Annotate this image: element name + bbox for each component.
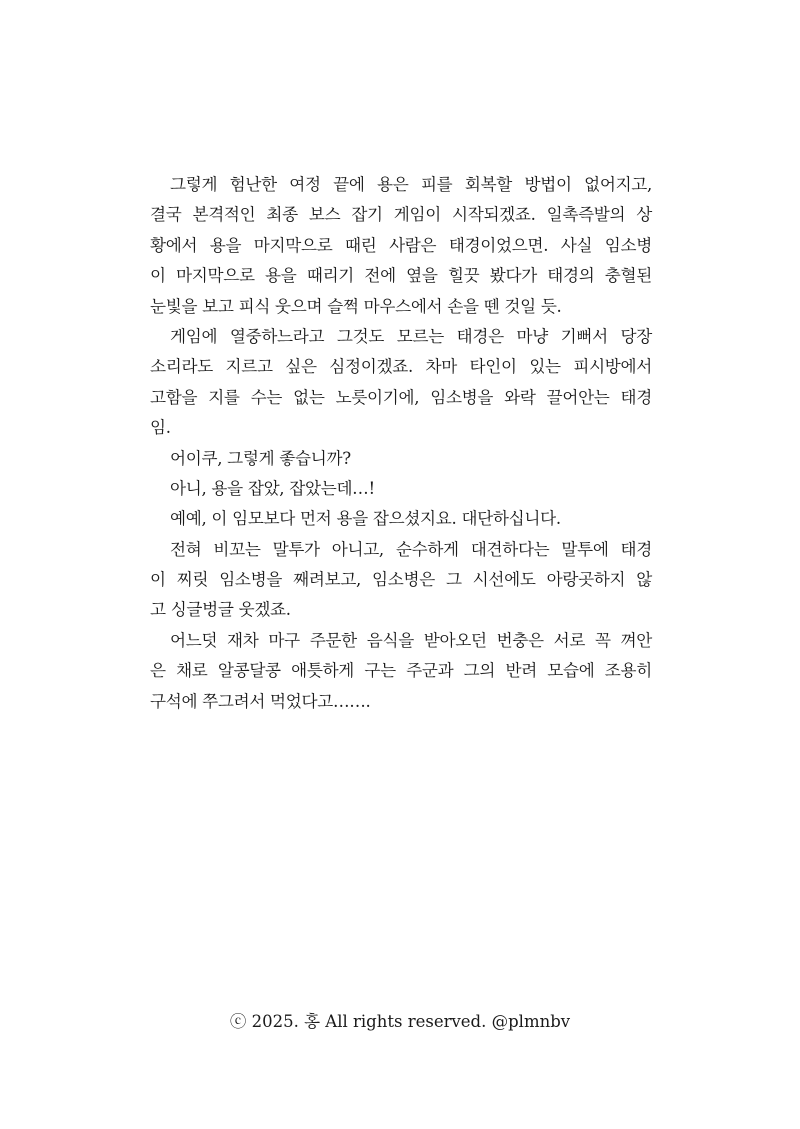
text-line: 예예, 이 임모보다 먼저 용을 잡으셨지요. 대단하십니다. (170, 509, 561, 529)
text-line: 황에서 용을 마지막으로 때린 사람은 태경이었으면. 사실 임소병 (150, 235, 652, 255)
paragraph (150, 322, 652, 444)
text-line: 어느덧 재차 마구 주문한 음식을 받아오던 번충은 서로 꼭 껴안 (170, 630, 652, 650)
text-line: 임. (150, 418, 171, 438)
text-line: 어이쿠, 그렇게 좋습니까? (170, 448, 351, 468)
paragraph (150, 170, 652, 322)
text-line: 은 채로 알콩달콩 애틋하게 구는 주군과 그의 반려 모습에 조용히 (150, 661, 652, 681)
text-line: 아니, 용을 잡았, 잡았는데…! (170, 478, 375, 498)
paragraph (150, 504, 652, 534)
paragraph (150, 444, 652, 474)
body-text (150, 170, 652, 717)
text-line: 전혀 비꼬는 말투가 아니고, 순수하게 대견하다는 말투에 태경 (170, 539, 652, 559)
text-line: 이 찌릿 임소병을 째려보고, 임소병은 그 시선에도 아랑곳하지 않 (150, 570, 652, 590)
text-line: 결국 본격적인 최종 보스 잡기 게임이 시작되겠죠. 일촉즉발의 상 (150, 205, 652, 225)
paragraph (150, 535, 652, 626)
paragraph (150, 626, 652, 717)
paragraph (150, 474, 652, 504)
text-line: 고함을 지를 수는 없는 노릇이기에, 임소병을 와락 끌어안는 태경 (150, 387, 652, 407)
text-line: 그렇게 험난한 여정 끝에 용은 피를 회복할 방법이 없어지고, (170, 175, 652, 194)
text-line: 이 마지막으로 용을 때리기 전에 옆을 힐끗 봤다가 태경의 충혈된 (150, 266, 652, 286)
text-line: 게임에 열중하느라고 그것도 모르는 태경은 마냥 기뻐서 당장 (170, 326, 652, 346)
text-line: 고 싱글벙글 웃겠죠. (150, 600, 291, 620)
text-line: 소리라도 지르고 싶은 심정이겠죠. 차마 타인이 있는 피시방에서 (150, 357, 652, 377)
copyright-footer: ⓒ 2025. 홍 All rights reserved. @plmnbv (229, 1012, 571, 1031)
text-line: 구석에 쭈그려서 먹었다고……. (150, 691, 371, 711)
text-line: 눈빛을 보고 피식 웃으며 슬쩍 마우스에서 손을 뗀 것일 듯. (150, 296, 562, 316)
